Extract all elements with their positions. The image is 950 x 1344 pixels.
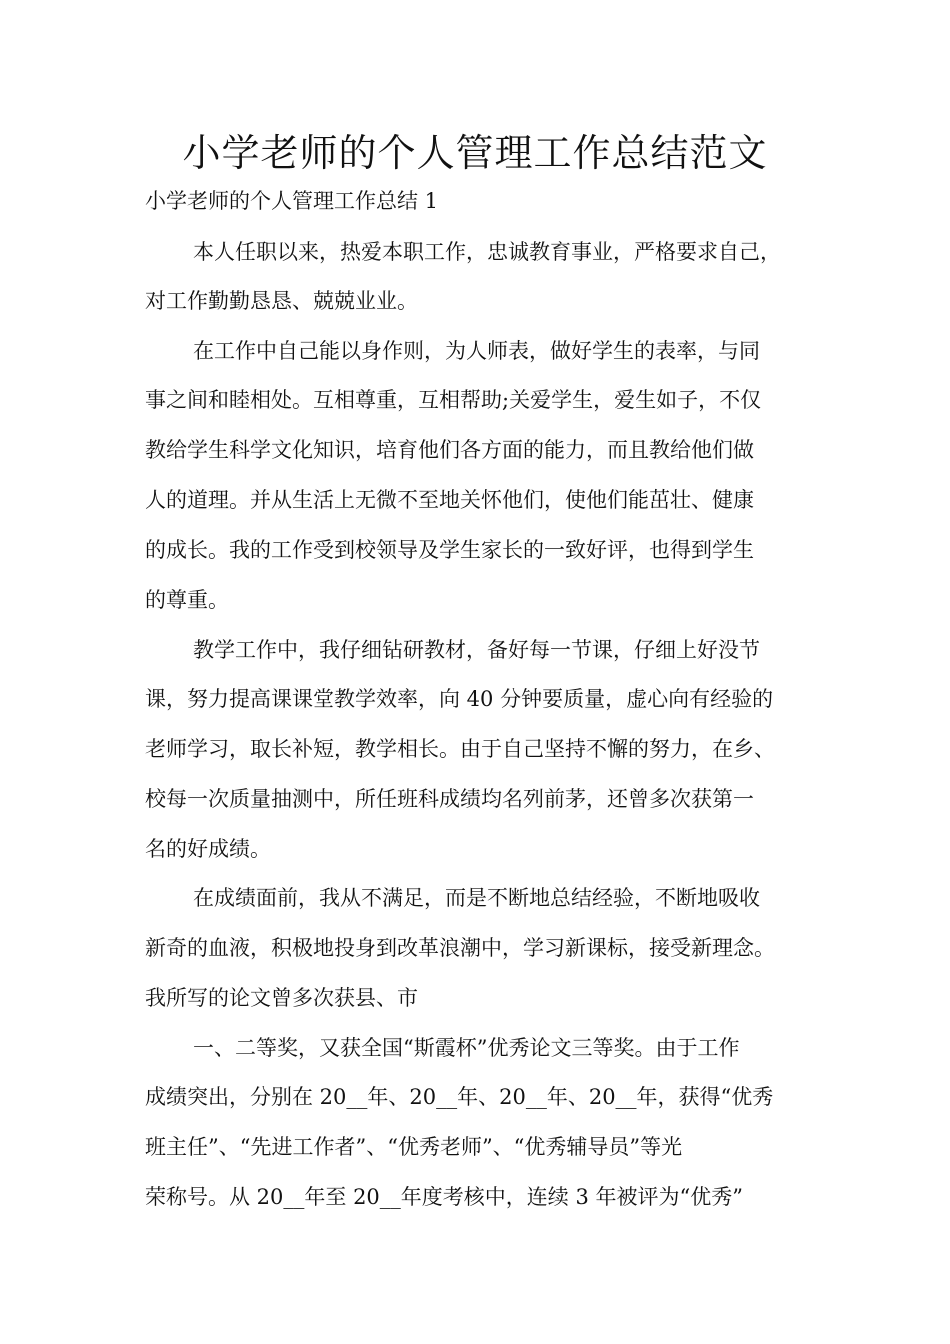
text-line-12: 校每一次质量抽测中，所任班科成绩均名列前茅，还曾多次获第一 [145,787,754,811]
text-line-20: 荣称号。从 20__年至 20__年度考核中，连续 3 年被评为“优秀” [145,1185,743,1209]
text-line-9: 教学工作中，我仔细钻研教材，备好每一节课，仔细上好没节 [193,638,760,662]
text-line-1: 本人任职以来，热爱本职工作，忠诚教育事业，严格要求自己， [193,240,781,264]
text-line-3: 在工作中自己能以身作则，为人师表，做好学生的表率，与同 [193,339,760,363]
text-line-19: 班主任”、“先进工作者”、“优秀老师”、“优秀辅导员”等光 [145,1135,683,1159]
text-line-10: 课，努力提高课课堂教学效率，向 40 分钟要质量，虚心向有经验的 [145,687,774,711]
text-line-4: 事之间和睦相处。互相尊重，互相帮助;关爱学生，爱生如子，不仅 [145,388,762,412]
text-line-16: 我所写的论文曾多次获县、市 [145,986,418,1010]
text-line-17: 一、二等奖，又获全国“斯霞杯”优秀论文三等奖。由于工作 [193,1036,740,1060]
text-line-13: 名的好成绩。 [145,837,271,861]
text-line-8: 的尊重。 [145,588,229,612]
text-line-14: 在成绩面前，我从不满足，而是不断地总结经验，不断地吸收 [193,886,760,910]
text-line-6: 人的道理。并从生活上无微不至地关怀他们，使他们能茁壮、健康 [145,488,754,512]
text-line-15: 新奇的血液，积极地投身到改革浪潮中，学习新课标，接受新理念。 [145,936,775,960]
text-line-7: 的成长。我的工作受到校领导及学生家长的一致好评，也得到学生 [145,538,754,562]
text-line-11: 老师学习，取长补短，教学相长。由于自己坚持不懈的努力，在乡、 [145,737,775,761]
section-heading: 小学老师的个人管理工作总结 1 [145,189,439,213]
text-line-2: 对工作勤勤恳恳、兢兢业业。 [145,289,418,313]
text-line-5: 教给学生科学文化知识，培育他们各方面的能力，而且教给他们做 [145,438,754,462]
text-line-18: 成绩突出，分别在 20__年、20__年、20__年、20__年，获得“优秀 [145,1085,774,1109]
document-title: 小学老师的个人管理工作总结范文 [182,131,768,175]
